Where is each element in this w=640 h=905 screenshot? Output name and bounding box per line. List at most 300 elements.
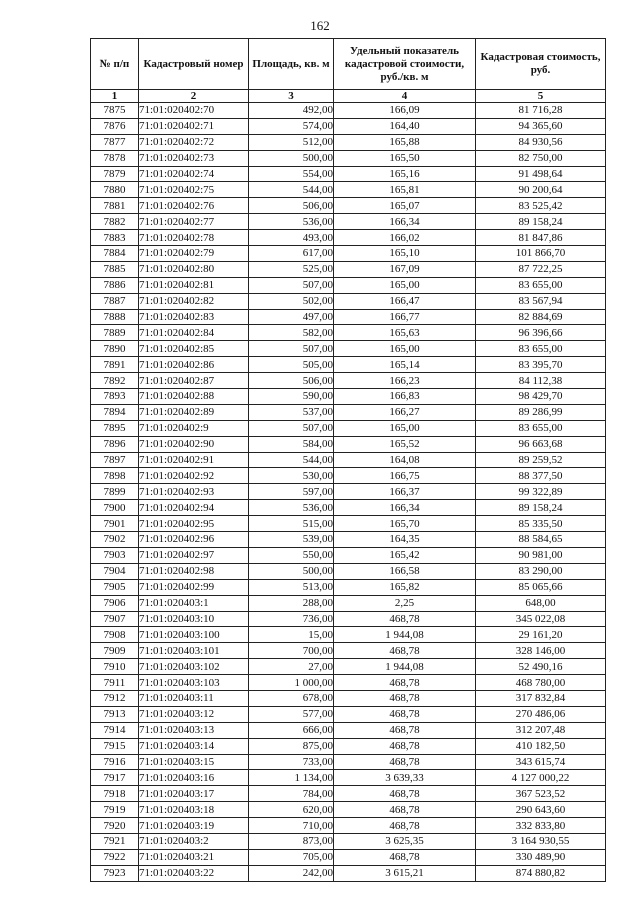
cell-area: 502,00 [249,293,334,309]
cell-index: 7893 [91,389,139,405]
cell-specific-value: 165,81 [334,182,476,198]
table-row [91,198,606,214]
cell-cadastral-number: 71:01:020403:102 [139,659,249,675]
table-row [91,468,606,484]
cell-index: 7896 [91,436,139,452]
cell-cadastral-number: 71:01:020402:85 [139,341,249,357]
cell-area: 574,00 [249,118,334,134]
cell-cadastral-number: 71:01:020402:92 [139,468,249,484]
table-row [91,786,606,802]
cell-specific-value: 166,02 [334,230,476,246]
cell-specific-value: 165,10 [334,246,476,262]
cell-cadastral-number: 71:01:020402:71 [139,118,249,134]
cell-area: 515,00 [249,516,334,532]
cell-cadastral-value: 82 884,69 [476,309,606,325]
cell-cadastral-number: 71:01:020402:81 [139,277,249,293]
table-row [91,309,606,325]
table-row [91,818,606,834]
cell-cadastral-number: 71:01:020402:97 [139,547,249,563]
table-row [91,389,606,405]
cell-specific-value: 165,63 [334,325,476,341]
table-row [91,293,606,309]
cell-cadastral-number: 71:01:020403:19 [139,818,249,834]
cell-cadastral-number: 71:01:020403:10 [139,611,249,627]
cell-cadastral-number: 71:01:020402:95 [139,516,249,532]
cell-specific-value: 166,09 [334,103,476,119]
cell-cadastral-number: 71:01:020402:70 [139,103,249,119]
cell-cadastral-number: 71:01:020402:93 [139,484,249,500]
cell-index: 7914 [91,722,139,738]
cell-cadastral-number: 71:01:020402:98 [139,563,249,579]
cell-cadastral-number: 71:01:020402:80 [139,261,249,277]
table-row [91,675,606,691]
cell-cadastral-number: 71:01:020402:86 [139,357,249,373]
cell-area: 242,00 [249,865,334,881]
cell-specific-value: 165,50 [334,150,476,166]
table-row [91,118,606,134]
cell-index: 7906 [91,595,139,611]
table-row [91,404,606,420]
cell-cadastral-value: 81 716,28 [476,103,606,119]
column-number: 3 [249,90,334,103]
table-row [91,214,606,230]
cell-specific-value: 165,00 [334,277,476,293]
cell-area: 550,00 [249,547,334,563]
table-row [91,246,606,262]
cell-index: 7876 [91,118,139,134]
table-row [91,833,606,849]
cell-specific-value: 468,78 [334,786,476,802]
cell-area: 620,00 [249,802,334,818]
cell-area: 507,00 [249,277,334,293]
cell-cadastral-value: 410 182,50 [476,738,606,754]
cell-cadastral-value: 87 722,25 [476,261,606,277]
cell-cadastral-value: 84 112,38 [476,373,606,389]
cell-index: 7904 [91,563,139,579]
cell-specific-value: 165,07 [334,198,476,214]
cell-area: 705,00 [249,849,334,865]
cell-cadastral-number: 71:01:020402:99 [139,579,249,595]
cell-cadastral-number: 71:01:020403:103 [139,675,249,691]
cell-cadastral-value: 89 158,24 [476,500,606,516]
cell-area: 497,00 [249,309,334,325]
cell-specific-value: 468,78 [334,706,476,722]
table-header [91,39,606,103]
table-row [91,452,606,468]
column-number: 1 [91,90,139,103]
cell-index: 7881 [91,198,139,214]
cell-index: 7917 [91,770,139,786]
cell-specific-value: 468,78 [334,754,476,770]
cell-area: 554,00 [249,166,334,182]
cell-index: 7921 [91,833,139,849]
cell-index: 7892 [91,373,139,389]
cell-cadastral-number: 71:01:020402:82 [139,293,249,309]
cell-index: 7922 [91,849,139,865]
cell-cadastral-number: 71:01:020402:91 [139,452,249,468]
cell-index: 7915 [91,738,139,754]
cell-area: 1 000,00 [249,675,334,691]
cell-cadastral-value: 98 429,70 [476,389,606,405]
cell-index: 7875 [91,103,139,119]
cell-cadastral-value: 83 567,94 [476,293,606,309]
cell-index: 7913 [91,706,139,722]
cell-cadastral-value: 648,00 [476,595,606,611]
cell-index: 7907 [91,611,139,627]
cell-index: 7888 [91,309,139,325]
cell-cadastral-value: 84 930,56 [476,134,606,150]
cell-index: 7905 [91,579,139,595]
table-row [91,802,606,818]
cell-index: 7916 [91,754,139,770]
cell-area: 513,00 [249,579,334,595]
column-number: 2 [139,90,249,103]
header-column-numbers [91,90,606,103]
table-row [91,865,606,881]
cell-specific-value: 165,42 [334,547,476,563]
cell-area: 539,00 [249,532,334,548]
cell-cadastral-number: 71:01:020403:17 [139,786,249,802]
table-row [91,547,606,563]
cell-cadastral-number: 71:01:020403:12 [139,706,249,722]
cell-area: 500,00 [249,150,334,166]
cell-cadastral-value: 345 022,08 [476,611,606,627]
table-row [91,484,606,500]
cell-cadastral-value: 85 065,66 [476,579,606,595]
cell-cadastral-value: 290 643,60 [476,802,606,818]
table-row [91,706,606,722]
table-row [91,579,606,595]
cell-cadastral-number: 71:01:020403:2 [139,833,249,849]
cell-cadastral-value: 270 486,06 [476,706,606,722]
cell-area: 875,00 [249,738,334,754]
table-row [91,595,606,611]
cell-cadastral-value: 89 259,52 [476,452,606,468]
cell-index: 7880 [91,182,139,198]
cell-cadastral-value: 29 161,20 [476,627,606,643]
cell-cadastral-value: 83 655,00 [476,341,606,357]
cell-area: 288,00 [249,595,334,611]
cell-area: 507,00 [249,341,334,357]
cell-index: 7899 [91,484,139,500]
cell-cadastral-number: 71:01:020402:76 [139,198,249,214]
header-cadastral-value: Кадастровая стоимость, руб. [476,39,606,90]
cell-index: 7919 [91,802,139,818]
cell-cadastral-value: 88 377,50 [476,468,606,484]
cell-cadastral-value: 312 207,48 [476,722,606,738]
table-row [91,420,606,436]
cell-cadastral-number: 71:01:020402:75 [139,182,249,198]
table-row [91,659,606,675]
table-row [91,166,606,182]
cell-cadastral-number: 71:01:020403:11 [139,690,249,706]
cell-specific-value: 468,78 [334,849,476,865]
cell-area: 577,00 [249,706,334,722]
cell-specific-value: 164,08 [334,452,476,468]
table-row [91,261,606,277]
cell-cadastral-value: 330 489,90 [476,849,606,865]
cell-cadastral-value: 81 847,86 [476,230,606,246]
cell-cadastral-value: 3 164 930,55 [476,833,606,849]
cell-cadastral-number: 71:01:020403:101 [139,643,249,659]
table-row [91,134,606,150]
cell-index: 7877 [91,134,139,150]
cell-cadastral-value: 89 158,24 [476,214,606,230]
cell-cadastral-number: 71:01:020403:21 [139,849,249,865]
table-row [91,532,606,548]
cell-cadastral-number: 71:01:020402:90 [139,436,249,452]
cell-area: 736,00 [249,611,334,627]
cell-area: 525,00 [249,261,334,277]
cell-cadastral-value: 101 866,70 [476,246,606,262]
cell-index: 7912 [91,690,139,706]
cadastral-table [90,38,606,882]
cell-specific-value: 468,78 [334,611,476,627]
cell-cadastral-value: 99 322,89 [476,484,606,500]
cell-specific-value: 166,83 [334,389,476,405]
cell-area: 666,00 [249,722,334,738]
table-row [91,230,606,246]
cell-index: 7890 [91,341,139,357]
cell-area: 15,00 [249,627,334,643]
cell-index: 7918 [91,786,139,802]
table-row [91,150,606,166]
cell-area: 506,00 [249,373,334,389]
cell-area: 506,00 [249,198,334,214]
cell-cadastral-value: 96 396,66 [476,325,606,341]
cell-area: 1 134,00 [249,770,334,786]
cell-specific-value: 166,37 [334,484,476,500]
cell-specific-value: 164,40 [334,118,476,134]
cell-area: 536,00 [249,214,334,230]
table-row [91,357,606,373]
cell-specific-value: 468,78 [334,722,476,738]
cell-area: 544,00 [249,182,334,198]
cell-specific-value: 165,00 [334,420,476,436]
cell-cadastral-value: 317 832,84 [476,690,606,706]
cell-cadastral-number: 71:01:020403:1 [139,595,249,611]
cell-index: 7882 [91,214,139,230]
cell-index: 7923 [91,865,139,881]
table-row [91,373,606,389]
cell-specific-value: 468,78 [334,675,476,691]
table-row [91,627,606,643]
cell-index: 7883 [91,230,139,246]
cell-area: 873,00 [249,833,334,849]
cell-cadastral-value: 83 525,42 [476,198,606,214]
table-row [91,436,606,452]
cell-area: 597,00 [249,484,334,500]
cell-cadastral-value: 89 286,99 [476,404,606,420]
cell-area: 784,00 [249,786,334,802]
cell-cadastral-number: 71:01:020402:83 [139,309,249,325]
cell-area: 617,00 [249,246,334,262]
table-row [91,643,606,659]
cell-cadastral-value: 874 880,82 [476,865,606,881]
cell-area: 590,00 [249,389,334,405]
cell-cadastral-number: 71:01:020403:18 [139,802,249,818]
cell-area: 584,00 [249,436,334,452]
cell-area: 733,00 [249,754,334,770]
cell-index: 7894 [91,404,139,420]
cell-specific-value: 468,78 [334,738,476,754]
cell-specific-value: 166,34 [334,214,476,230]
cell-index: 7910 [91,659,139,675]
cell-area: 505,00 [249,357,334,373]
cell-specific-value: 165,00 [334,341,476,357]
cell-cadastral-number: 71:01:020403:14 [139,738,249,754]
cell-index: 7920 [91,818,139,834]
cell-area: 492,00 [249,103,334,119]
cell-area: 507,00 [249,420,334,436]
table-body [91,103,606,882]
cell-cadastral-number: 71:01:020402:87 [139,373,249,389]
cell-area: 493,00 [249,230,334,246]
cell-cadastral-value: 4 127 000,22 [476,770,606,786]
cell-specific-value: 2,25 [334,595,476,611]
cell-cadastral-number: 71:01:020402:88 [139,389,249,405]
table-row [91,738,606,754]
cell-specific-value: 165,14 [334,357,476,373]
cell-specific-value: 166,47 [334,293,476,309]
table-row [91,325,606,341]
table-row [91,690,606,706]
cell-index: 7895 [91,420,139,436]
cell-index: 7909 [91,643,139,659]
cell-cadastral-number: 71:01:020403:13 [139,722,249,738]
table-row [91,611,606,627]
cell-cadastral-value: 52 490,16 [476,659,606,675]
cell-cadastral-value: 96 663,68 [476,436,606,452]
column-number: 4 [334,90,476,103]
cell-area: 536,00 [249,500,334,516]
header-cadastral-number: Кадастровый номер [139,39,249,90]
cell-cadastral-number: 71:01:020402:73 [139,150,249,166]
table-row [91,722,606,738]
cell-cadastral-number: 71:01:020402:78 [139,230,249,246]
cell-cadastral-value: 90 200,64 [476,182,606,198]
table-row [91,500,606,516]
cell-cadastral-number: 71:01:020402:72 [139,134,249,150]
cell-index: 7891 [91,357,139,373]
cell-specific-value: 166,58 [334,563,476,579]
cell-specific-value: 165,16 [334,166,476,182]
cell-index: 7889 [91,325,139,341]
table-row [91,277,606,293]
table-row [91,182,606,198]
table-row [91,516,606,532]
cell-cadastral-number: 71:01:020403:16 [139,770,249,786]
cell-specific-value: 164,35 [334,532,476,548]
cell-cadastral-number: 71:01:020402:77 [139,214,249,230]
cell-area: 537,00 [249,404,334,420]
cell-index: 7901 [91,516,139,532]
cell-cadastral-number: 71:01:020403:15 [139,754,249,770]
cell-cadastral-number: 71:01:020403:22 [139,865,249,881]
table-row [91,563,606,579]
cell-area: 582,00 [249,325,334,341]
cell-cadastral-value: 83 655,00 [476,277,606,293]
cell-cadastral-value: 83 395,70 [476,357,606,373]
cell-cadastral-value: 328 146,00 [476,643,606,659]
cell-index: 7898 [91,468,139,484]
cell-cadastral-value: 91 498,64 [476,166,606,182]
cell-index: 7900 [91,500,139,516]
table-row [91,341,606,357]
cell-specific-value: 468,78 [334,643,476,659]
cell-area: 530,00 [249,468,334,484]
cell-cadastral-value: 83 655,00 [476,420,606,436]
cell-cadastral-value: 94 365,60 [476,118,606,134]
cell-specific-value: 468,78 [334,818,476,834]
cell-index: 7902 [91,532,139,548]
cell-specific-value: 1 944,08 [334,627,476,643]
cell-cadastral-value: 343 615,74 [476,754,606,770]
cell-specific-value: 166,27 [334,404,476,420]
cell-cadastral-number: 71:01:020402:89 [139,404,249,420]
cell-index: 7886 [91,277,139,293]
header-index: № п/п [91,39,139,90]
cell-cadastral-number: 71:01:020402:74 [139,166,249,182]
cell-cadastral-value: 332 833,80 [476,818,606,834]
cell-area: 27,00 [249,659,334,675]
cell-area: 500,00 [249,563,334,579]
cell-specific-value: 165,82 [334,579,476,595]
cell-area: 512,00 [249,134,334,150]
cell-cadastral-value: 88 584,65 [476,532,606,548]
cell-index: 7887 [91,293,139,309]
cell-cadastral-value: 90 981,00 [476,547,606,563]
header-specific-value: Удельный показатель кадастровой стоимости, руб./кв. м [334,39,476,90]
cell-specific-value: 166,23 [334,373,476,389]
cell-cadastral-number: 71:01:020402:9 [139,420,249,436]
column-number: 5 [476,90,606,103]
table-row [91,770,606,786]
cell-cadastral-value: 367 523,52 [476,786,606,802]
cell-specific-value: 468,78 [334,802,476,818]
cell-specific-value: 166,77 [334,309,476,325]
cell-cadastral-number: 71:01:020402:84 [139,325,249,341]
cell-specific-value: 167,09 [334,261,476,277]
cell-cadastral-value: 85 335,50 [476,516,606,532]
cell-index: 7879 [91,166,139,182]
cell-index: 7884 [91,246,139,262]
table-row [91,849,606,865]
cell-specific-value: 3 625,35 [334,833,476,849]
cell-cadastral-number: 71:01:020402:79 [139,246,249,262]
cell-specific-value: 3 615,21 [334,865,476,881]
cell-index: 7878 [91,150,139,166]
page-number: 162 [310,18,330,33]
cell-area: 700,00 [249,643,334,659]
table-row [91,103,606,119]
header-row [91,39,606,90]
cell-cadastral-number: 71:01:020402:94 [139,500,249,516]
cell-index: 7897 [91,452,139,468]
cell-cadastral-value: 82 750,00 [476,150,606,166]
cell-cadastral-number: 71:01:020403:100 [139,627,249,643]
cell-specific-value: 165,88 [334,134,476,150]
cell-index: 7911 [91,675,139,691]
cell-cadastral-number: 71:01:020402:96 [139,532,249,548]
cell-area: 544,00 [249,452,334,468]
cell-specific-value: 468,78 [334,690,476,706]
cell-specific-value: 165,70 [334,516,476,532]
cell-area: 678,00 [249,690,334,706]
cell-specific-value: 1 944,08 [334,659,476,675]
cell-area: 710,00 [249,818,334,834]
cell-specific-value: 3 639,33 [334,770,476,786]
